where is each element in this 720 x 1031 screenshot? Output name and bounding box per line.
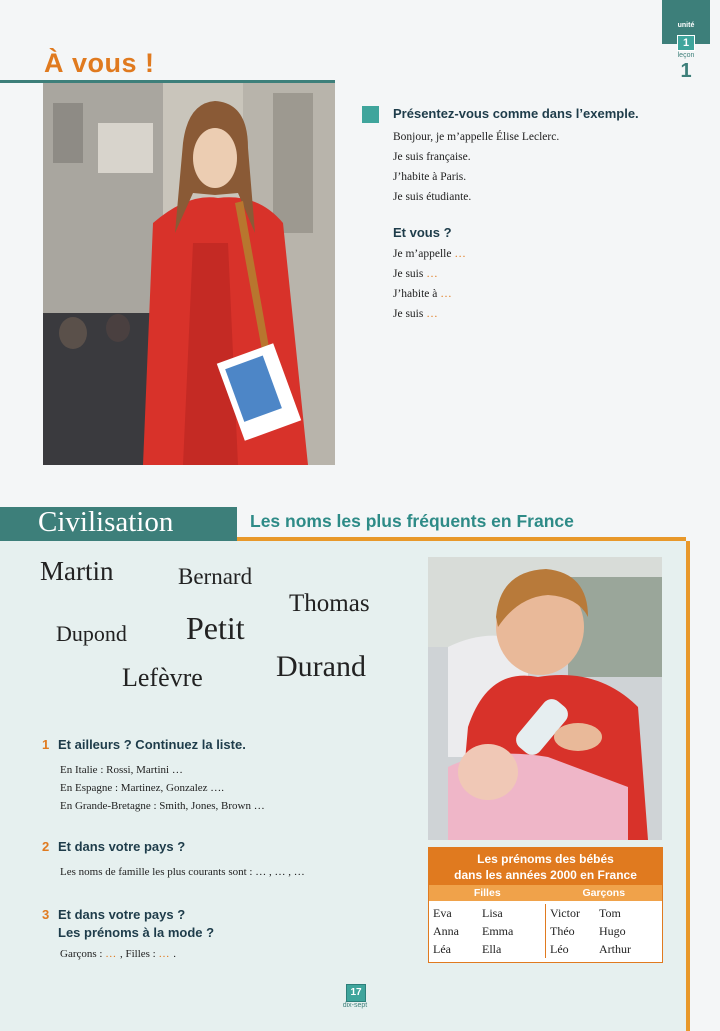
surname: Durand [276,650,366,683]
table-body [429,901,662,962]
civilisation-title: Civilisation [38,506,174,538]
question-2: 2 Et dans votre pays ? Les noms de famille les plus courants sont : … , … , … [42,839,305,878]
civilisation-subtitle: Les noms les plus fréquents en France [250,511,574,531]
lesson-number: 1 [680,60,692,82]
square-bullet-icon [362,106,379,123]
table-cell: Ella [482,942,502,956]
page-number-word: dix-sept [342,1002,368,1009]
question-1: 1 Et ailleurs ? Continuez la liste. En Italie : Rossi, Martini … En Espagne : Martinez, Gonzalez …. En Grande-Bretagne : Smith, Jones, Brown … [42,737,265,812]
question-3: 3 Et dans votre pays ? Les prénoms à la mode ? Garçons : … , Filles : … . [42,907,215,960]
column-girls: Filles [473,887,501,899]
table-title: Les prénoms des bébés dans les années 2000 en France [429,848,662,885]
table-cell: Léo [550,942,569,956]
example-line: Je suis étudiante. [393,191,472,203]
prompt-line: J’habite à … [393,288,453,300]
column-boys: Garçons [582,887,626,899]
unit-label: unité [677,22,695,29]
table-cell: Eva [433,906,452,920]
example-line: J’habite à Paris. [393,171,467,183]
surname: Thomas [289,590,370,617]
avous-title: À vous ! [44,48,155,78]
baby-names-table [428,847,663,963]
boy-baby-photo [428,557,662,840]
table-cell: Hugo [599,924,626,938]
et-vous-heading: Et vous ? [393,225,452,240]
surname: Martin [40,556,114,586]
woman-photo [43,83,335,465]
exercise-instruction: Présentez-vous comme dans l’exemple. [393,106,639,121]
table-cell: Anna [433,924,459,938]
table-cell: Lisa [482,906,503,920]
orange-rule [237,537,686,541]
unit-number: 1 [677,35,695,51]
example-line: Je suis française. [393,151,471,163]
table-cell: Emma [482,924,514,938]
lesson-label: leçon [677,52,695,59]
table-cell: Arthur [599,942,631,956]
table-header [429,885,662,901]
prompt-line: Je m’appelle … [393,248,467,260]
prompt-line: Je suis … [393,308,439,320]
surname: Dupond [56,621,127,646]
table-cell: Victor [550,906,580,920]
page-number: 17 [346,984,366,1002]
table-cell: Léa [433,942,451,956]
surname: Lefèvre [122,663,203,692]
table-cell: Théo [550,924,575,938]
prompt-line: Je suis … [393,268,439,280]
surname: Petit [186,610,245,646]
presentation-exercise [362,105,682,320]
example-line: Bonjour, je m’appelle Élise Leclerc. [393,131,560,143]
surname: Bernard [178,564,253,589]
table-cell: Tom [599,906,621,920]
